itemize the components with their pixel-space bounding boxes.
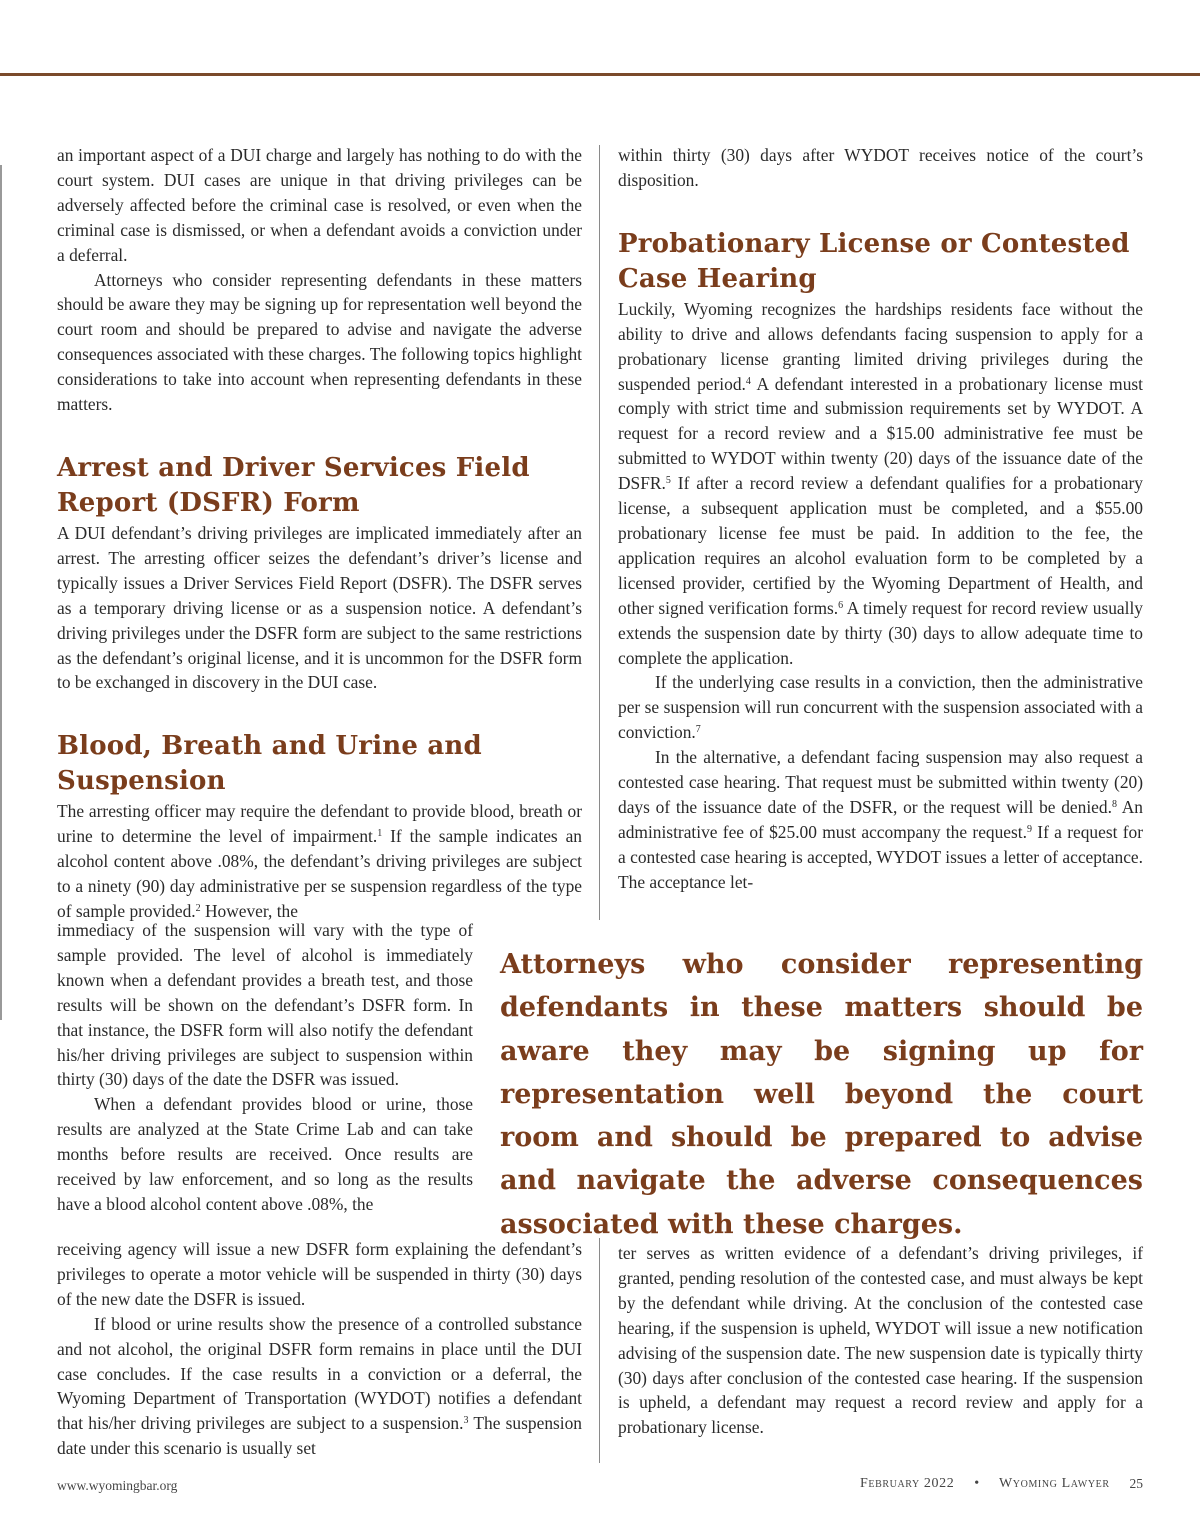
- footnote-ref: 4: [745, 375, 751, 387]
- footnote-ref: 2: [195, 902, 201, 914]
- page-edge-line: [0, 165, 2, 1020]
- footnote-ref: 5: [665, 475, 671, 487]
- footnote-ref: 8: [1111, 798, 1117, 810]
- footnote-ref: 6: [838, 599, 844, 611]
- footer-magazine-name: Wyoming Lawyer: [998, 1476, 1110, 1491]
- intro-paragraph-1: an important aspect of a DUI charge and largely has nothing to do with the court system. DUI cases are unique in that driving privileges can be adversely affected before the criminal case is resolved, or even when the criminal case is dismissed, or when a defendant avoids a conviction under a deferral.: [57, 145, 582, 265]
- footer-issue-date: February 2022: [860, 1476, 955, 1491]
- pull-quote: Attorneys who consider representing defendants in these matters should be aware they may be signing up for representation well beyond the court room and should be prepared to advise and navigate the adverse consequences associated with these charges.: [500, 949, 1143, 1240]
- footer-issue-info: [860, 1476, 1143, 1492]
- blood-paragraph-3: If blood or urine results show the presence of a controlled substance and not alcohol, the original DSFR form remains in place until the DUI case concludes. If the case results in a conviction or a deferral, the Wyoming Department of Transportation (WYDOT) notifies a defendant that his/her driving privileges are subject to a suspension.$^3$ The suspension date under this scenario is usually set: [57, 1313, 582, 1459]
- right-column-upper: [618, 143, 1143, 895]
- left-column-lower: [57, 1237, 582, 1461]
- probationary-paragraph-1: Luckily, Wyoming recognizes the hardships residents face without the ability to drive and allows defendants facing suspension to apply for a probationary license granting limited driving privileges during the suspended period.$^4$ A defendant interested in a probationary license must comply with strict time and submission requirements set by WYDOT. A request for a record review and a $15.00 administrative fee must be submitted to WYDOT within twenty (20) days of the issuance date of the DSFR.$^5$ If after a record review a defendant qualifies for a probationary license, a subsequent application must be completed, and a $55.00 probationary license fee must be paid. In addition to the fee, the application requires an alcohol evaluation form to be completed by a licensed provider, certified by the Wyoming Department of Health, and other signed verification forms.$^6$ A timely request for record review usually extends the suspension date by thirty (30) days to allow adequate time to complete the application.: [618, 298, 1143, 668]
- footnote-ref: 9: [1026, 823, 1032, 835]
- probationary-paragraph-2: If the underlying case results in a conviction, then the administrative per se suspension will run concurrent with the suspension associated with a conviction.$^7$: [618, 672, 1143, 743]
- left-column-narrow: [57, 918, 473, 1217]
- blood-paragraph-2-continued: receiving agency will issue a new DSFR form explaining the defendant’s privileges to operate a motor vehicle will be suspended in thirty (30) days of the new date the DSFR is issued.: [57, 1239, 582, 1309]
- blood-paragraph-1-continued: immediacy of the suspension will vary with the type of sample provided. The level of alcohol is immediately known when a defendant provides a breath test, and those results will be shown on the defendant’s DSFR form. In that instance, the DSFR form will also notify the defendant his/her driving privileges are subject to suspension within thirty (30) days of the date the DSFR was issued.: [57, 920, 473, 1090]
- heading-blood-breath-urine: Blood, Breath and Urine and Suspension: [57, 731, 482, 797]
- footnote-ref: 7: [695, 724, 701, 736]
- contested-hearing-paragraph: In the alternative, a defendant facing suspension may also request a contested case hearing. That request must be submitted within twenty (20) days of the issuance date of the DSFR, or the request will be denied.$^8$ An administrative fee of $25.00 must accompany the request.$^9$ If a request for a contested case hearing is accepted, WYDOT issues a letter of acceptance. The acceptance let-: [618, 747, 1143, 892]
- right-column-lower: [618, 1241, 1143, 1440]
- intro-paragraph-2: Attorneys who consider representing defendants in these matters should be aware they may be signing up for representation well beyond the court room and should be prepared to advise and navigate the adverse consequences associated with these charges. The following topics highlight considerations to take into account when representing defendants in these matters.: [57, 269, 582, 415]
- page-number: 25: [1129, 1476, 1143, 1491]
- header-rule: [0, 73, 1200, 76]
- column-divider-top: [599, 145, 600, 920]
- footer-website[interactable]: www.wyomingbar.org: [57, 1478, 178, 1493]
- arrest-paragraph: A DUI defendant’s driving privileges are implicated immediately after an arrest. The arresting officer seizes the defendant’s driver’s license and typically issues a Driver Services Field Report (DSFR). The DSFR serves as a temporary driving license or as a suspension notice. A defendant’s driving privileges under the DSFR form are subject to the same restrictions as the defendant’s original license, and it is uncommon for the DSFR form to be exchanged in discovery in the DUI case.: [57, 522, 582, 693]
- column-divider-bottom: [599, 1238, 600, 1463]
- heading-probationary-license: Probationary License or Contested Case Hearing: [618, 228, 1130, 294]
- heading-arrest-dsfr: Arrest and Driver Services Field Report (DSFR) Form: [57, 452, 530, 518]
- acceptance-letter-paragraph: ter serves as written evidence of a defendant’s driving privileges, if granted, pending resolution of the contested case, and must always be kept by the defendant while driving. At the conclusion of the contested case hearing, if the suspension is upheld, WYDOT will issue a new notification advising of the suspension date. The new suspension date is typically thirty (30) days after conclusion of the contested case hearing. If the suspension is upheld, a defendant may request a record review and apply for a probationary license.: [618, 1243, 1143, 1438]
- footer-bullet: •: [974, 1476, 980, 1491]
- left-column-upper: [57, 143, 582, 924]
- disposition-paragraph: within thirty (30) days after WYDOT receives notice of the court’s disposition.: [618, 145, 1143, 190]
- blood-paragraph-2: When a defendant provides blood or urine, those results are analyzed at the State Crime Lab and can take months before results are received. Once results are received by law enforcement, and so long as the results have a blood alcohol content above .08%, the: [57, 1094, 473, 1214]
- footnote-ref: 3: [463, 1415, 469, 1427]
- blood-paragraph-1: The arresting officer may require the defendant to provide blood, breath or urine to determine the level of impairment.$^1$ If the sample indicates an alcohol content above .08%, the defendant’s driving privileges are subject to a ninety (90) day administrative per se suspension regardless of the type of sample provided.$^2$ However, the: [57, 801, 582, 921]
- footnote-ref: 1: [377, 828, 383, 840]
